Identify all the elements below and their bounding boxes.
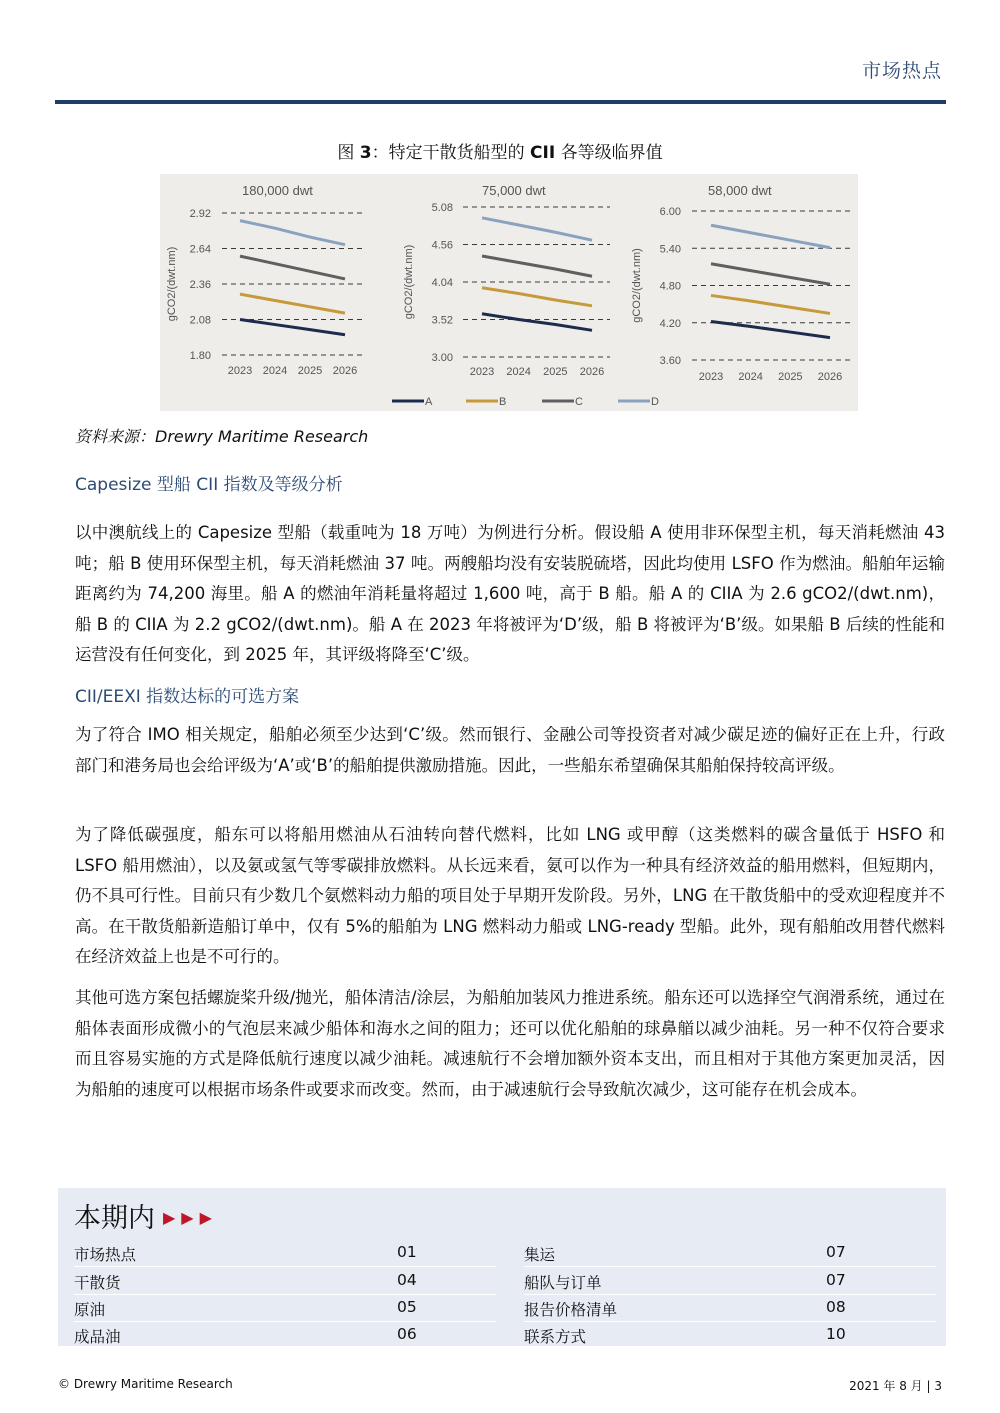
y-tick-label: 3.00	[431, 352, 453, 364]
series-line-a	[711, 322, 830, 338]
x-tick-label: 2023	[469, 366, 495, 378]
chart-title: 180,000 dwt	[242, 183, 313, 198]
toc-item[interactable]: 成品油 06	[74, 1325, 417, 1346]
toc-heading: 本期内 ▶▶▶	[74, 1203, 218, 1234]
y-tick-label: 4.80	[659, 280, 681, 293]
y-axis-label: gCO2/(dwt.nm)	[166, 246, 178, 322]
footer-date-page: 2021 年 8 月 | 3	[849, 1379, 942, 1393]
toc-item[interactable]: 集运 07	[524, 1239, 936, 1267]
x-tick-label: 2023	[698, 371, 724, 383]
section-heading-capesize: Capesize 型船 CII 指数及等级分析	[75, 475, 343, 495]
toc-item[interactable]: 船队与订单 07	[524, 1267, 936, 1295]
x-tick-label: 2024	[506, 366, 531, 378]
charts-svg	[160, 174, 858, 411]
y-tick-label: 2.64	[189, 243, 211, 256]
series-line-d	[711, 225, 830, 247]
y-tick-label: 1.80	[189, 350, 211, 362]
series-line-d	[482, 218, 592, 240]
running-header-title: 市场热点	[861, 60, 942, 82]
legend-label: B	[499, 396, 507, 408]
paragraph-alternative-fuels: 为了降低碳强度，船东可以将船用燃油从石油转向替代燃料，比如 LNG 或甲醇（这类燃料的碳含量低于 HSFO 和 LSFO 船用燃油），以及氨或氢气等零碳排放燃料。从长远来看，氨可以作为一种具有经济效益的船用燃料，但短期内，仍不具可行性。目前只有少数几个氨燃料动力船的项目处于早期开发阶段。另外，LNG 在干散货船中的受欢迎程度并不高。在干散货船新造船订单中，仅有 5%的船舶为 LNG 燃料动力船或 LNG-ready 型船。此外，现有船舶改用替代燃料在经济效益上也是不可行的。	[75, 825, 945, 966]
x-tick-label: 2025	[778, 371, 803, 383]
figure-title: 图 3：特定干散货船型的 CII 各等级临界值	[337, 143, 663, 163]
y-tick-label: 2.36	[189, 279, 211, 291]
toc-item[interactable]: 干散货 04	[74, 1267, 496, 1295]
legend-label: A	[425, 396, 433, 408]
header-divider	[55, 100, 946, 104]
series-line-c	[482, 256, 592, 276]
x-tick-label: 2024	[738, 371, 763, 383]
y-tick-label: 2.92	[189, 208, 211, 220]
paragraph-capesize-analysis: 以中澳航线上的 Capesize 型船（载重吨为 18 万吨）为例进行分析。假设船 A 使用非环保型主机，每天消耗燃油 43 吨；船 B 使用环保型主机，每天消耗燃油 37 吨。两艘船均没有安装脱硫塔，因此均使用 LSFO 作为燃油。船舶年运输距离约为 74,200 海里。船 A 的燃油年消耗量将超过 1,600 吨，高于 B 船。船 A 的 CIIA 为 2.6 gCO2/(dwt.nm)，船 B 的 CIIA 为 2.2 gCO2/(dwt.nm)。船 A 在 2023 年将被评为‘D’级，船 B 将被评为‘B’级。如果船 B 后续的性能和运营没有任何变化，到 2025 年，其评级将降至‘C’级。	[75, 523, 945, 664]
y-tick-label: 5.08	[431, 202, 453, 214]
x-tick-label: 2026	[579, 366, 605, 378]
toc-item[interactable]: 报告价格清单 08	[524, 1294, 936, 1322]
y-axis-label: gCO2/(dwt.nm)	[403, 244, 415, 320]
chart-title: 58,000 dwt	[708, 183, 772, 198]
footer-copyright: © Drewry Maritime Research	[58, 1377, 233, 1391]
x-tick-label: 2025	[297, 365, 323, 377]
toc-item[interactable]: 原油 05	[74, 1294, 496, 1322]
triangle-arrows-icon: ▶▶▶	[163, 1208, 218, 1227]
y-tick-label: 3.52	[431, 314, 453, 327]
x-tick-label: 2026	[817, 371, 843, 383]
section-heading-options: CII/EEXI 指数达标的可选方案	[75, 687, 300, 707]
toc-item[interactable]: 联系方式 10	[524, 1325, 846, 1346]
paragraph-imo-rating: 为了符合 IMO 相关规定，船舶必须至少达到‘C’级。然而银行、金融公司等投资者对减少碳足迹的偏好正在上升，行政部门和港务局也会给评级为‘A’或‘B’的船舶提供激励措施。因此，一些船东希望确保其船舶保持较高评级。	[75, 725, 945, 775]
x-tick-label: 2026	[332, 365, 358, 377]
series-line-d	[240, 221, 345, 245]
x-tick-label: 2024	[262, 365, 288, 377]
y-tick-label: 3.60	[659, 355, 681, 367]
y-tick-label: 5.40	[659, 243, 681, 256]
cii-threshold-charts	[160, 174, 858, 411]
series-line-c	[711, 264, 830, 284]
series-line-a	[482, 314, 592, 331]
toc-item[interactable]: 市场热点 01	[74, 1239, 496, 1267]
y-tick-label: 4.20	[659, 317, 681, 330]
y-tick-label: 4.04	[431, 277, 453, 289]
legend-label: D	[651, 396, 659, 408]
x-tick-label: 2023	[227, 365, 253, 377]
y-axis-label: gCO2/(dwt.nm)	[631, 248, 643, 323]
x-tick-label: 2025	[543, 366, 568, 378]
figure-source: 资料来源：Drewry Maritime Research	[75, 427, 369, 446]
series-line-b	[482, 288, 592, 306]
y-tick-label: 2.08	[189, 314, 211, 327]
series-line-c	[240, 256, 345, 279]
series-line-a	[240, 320, 345, 335]
chart-title: 75,000 dwt	[482, 183, 546, 198]
in-this-issue-box	[58, 1188, 946, 1346]
series-line-b	[711, 295, 830, 313]
y-tick-label: 6.00	[659, 206, 681, 218]
paragraph-other-options: 其他可选方案包括螺旋桨升级/抛光，船体清洁/涂层，为船舶加装风力推进系统。船东还可以选择空气润滑系统，通过在船体表面形成微小的气泡层来减少船体和海水之间的阻力；还可以优化船舶的球鼻艏以减少油耗。另一种不仅符合要求而且容易实施的方式是降低航行速度以减少油耗。减速航行不会增加额外资本支出，而且相对于其他方案更加灵活，因为船舶的速度可以根据市场条件或要求而改变。然而，由于减速航行会导致航次减少，这可能存在机会成本。	[75, 988, 945, 1099]
series-line-b	[240, 294, 345, 313]
y-tick-label: 4.56	[431, 239, 453, 252]
legend-label: C	[575, 396, 583, 408]
